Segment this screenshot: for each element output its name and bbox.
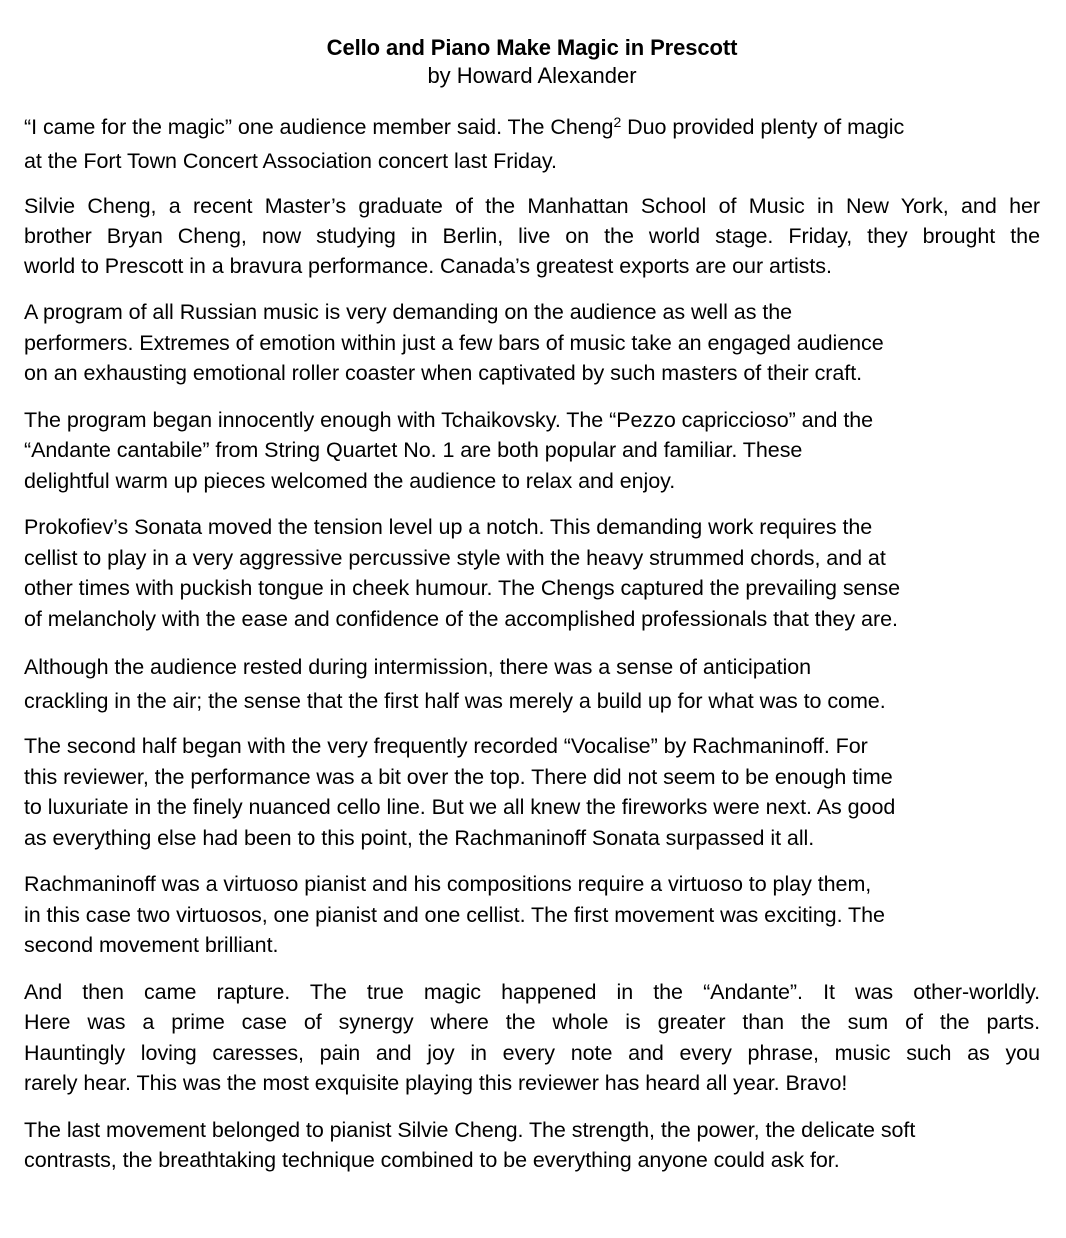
paragraph-1-line-2: at the Fort Town Concert Association concert last Friday. bbox=[24, 149, 557, 173]
paragraph-2 bbox=[24, 191, 1040, 281]
squared-superscript: 2 bbox=[613, 114, 622, 130]
text-line: brother Bryan Cheng, now studying in Berlin, live on the world stage. Friday, they brought the bbox=[24, 224, 1040, 248]
text-line: in this case two virtuosos, one pianist and one cellist. The first movement was exciting. The bbox=[24, 902, 885, 927]
text-line: The program began innocently enough with Tchaikovsky. The “Pezzo capriccioso” and the bbox=[24, 407, 874, 432]
text-line: “Andante cantabile” from String Quartet No. 1 are both popular and familiar. These bbox=[24, 438, 803, 462]
text-line: world to Prescott in a bravura performance. Canada’s greatest exports are our artists. bbox=[24, 254, 832, 278]
text-line: performers. Extremes of emotion within just a few bars of music take an engaged audience bbox=[24, 330, 884, 355]
text-line: Here was a prime case of synergy where the whole is greater than the sum of the parts. bbox=[24, 1010, 1040, 1034]
paragraph-5 bbox=[24, 512, 1040, 634]
paragraph-1-line-1 bbox=[24, 110, 1040, 144]
text-line: Hauntingly loving caresses, pain and joy in every note and every phrase, music such as you bbox=[24, 1040, 1040, 1065]
text-line: as everything else had been to this point, the Rachmaninoff Sonata surpassed it all. bbox=[24, 825, 815, 850]
text-line: contrasts, the breathtaking technique combined to be everything anyone could ask for. bbox=[24, 1148, 840, 1172]
paragraph-10 bbox=[24, 1115, 1040, 1176]
text-line: to luxuriate in the finely nuanced cello line. But we all knew the fireworks were next. As good bbox=[24, 795, 896, 819]
text-line: Silvie Cheng, a recent Master’s graduate of the Manhattan School of Music in New York, and her bbox=[24, 194, 1040, 218]
paragraph-6 bbox=[24, 650, 1040, 718]
article-page bbox=[24, 34, 1040, 1192]
text-line: The second half began with the very frequently recorded “Vocalise” by Rachmaninoff. For bbox=[24, 734, 868, 758]
text-line: Although the audience rested during intermission, there was a sense of anticipation bbox=[24, 655, 812, 679]
text-line: Rachmaninoff was a virtuoso pianist and his compositions require a virtuoso to play them, bbox=[24, 872, 872, 896]
p1-text-b: Duo provided plenty of magic bbox=[621, 115, 905, 139]
text-line: Prokofiev’s Sonata moved the tension level up a notch. This demanding work requires the bbox=[24, 515, 873, 539]
article-title: Cello and Piano Make Magic in Prescott bbox=[326, 35, 738, 60]
text-line: on an exhausting emotional roller coaster when captivated by such masters of their craft. bbox=[24, 361, 863, 385]
text-line: crackling in the air; the sense that the first half was merely a build up for what was to come. bbox=[24, 689, 886, 713]
paragraph-8 bbox=[24, 869, 1040, 961]
text-line: second movement brilliant. bbox=[24, 933, 279, 957]
paragraph-3 bbox=[24, 297, 1040, 389]
text-line: this reviewer, the performance was a bit over the top. There did not seem to be enough time bbox=[24, 764, 893, 789]
paragraph-1 bbox=[24, 110, 1040, 178]
paragraph-4 bbox=[24, 405, 1040, 497]
text-line: The last movement belonged to pianist Silvie Cheng. The strength, the power, the delicate soft bbox=[24, 1117, 916, 1142]
p1-text-a: “I came for the magic” one audience member said. The Cheng bbox=[24, 115, 614, 139]
article-byline: by Howard Alexander bbox=[427, 63, 637, 88]
text-line: cellist to play in a very aggressive percussive style with the heavy strummed chords, and at bbox=[24, 545, 886, 570]
text-line: delightful warm up pieces welcomed the audience to relax and enjoy. bbox=[24, 468, 676, 493]
text-line: rarely hear. This was the most exquisite playing this reviewer has heard all year. Bravo! bbox=[24, 1071, 848, 1095]
text-line: other times with puckish tongue in cheek humour. The Chengs captured the prevailing sense bbox=[24, 576, 900, 600]
paragraph-9 bbox=[24, 977, 1040, 1099]
paragraph-7 bbox=[24, 731, 1040, 853]
text-line: of melancholy with the ease and confidence of the accomplished professionals that they are. bbox=[24, 606, 898, 631]
text-line: And then came rapture. The true magic happened in the “Andante”. It was other-worldly. bbox=[24, 979, 1040, 1004]
text-line: A program of all Russian music is very demanding on the audience as well as the bbox=[24, 300, 793, 324]
